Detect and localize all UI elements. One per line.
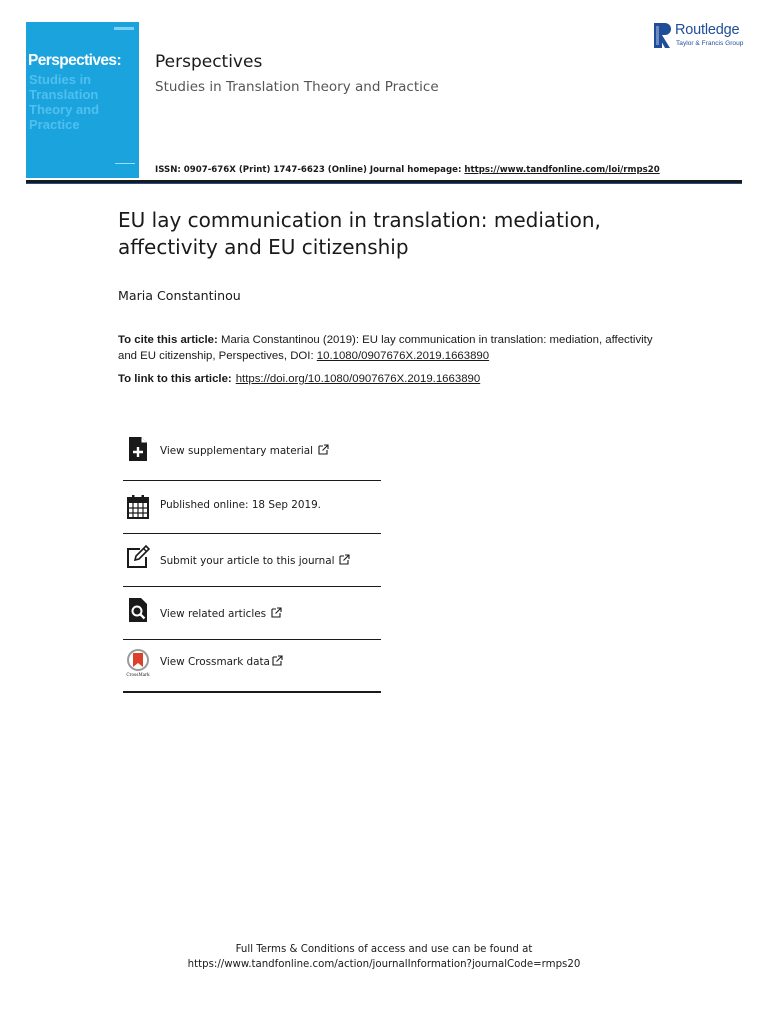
cover-subtitle: Studies in Translation Theory and Practice — [29, 72, 100, 132]
calendar-icon — [126, 494, 150, 520]
external-link-icon — [318, 444, 329, 455]
header-divider-accent — [26, 183, 742, 184]
footer-terms-link[interactable]: https://www.tandfonline.com/action/journalInformation?journalCode=rmps20 — [187, 959, 581, 970]
citation-text: Maria Constantinou (2019): EU lay communication in translation: mediation, affectivity and EU citizenship, Perspectives, DOI: — [118, 334, 653, 362]
resource-related-label — [160, 607, 282, 620]
cover-strip — [114, 27, 134, 30]
routledge-icon — [653, 22, 671, 49]
external-link-icon — [271, 607, 282, 618]
resource-supplementary[interactable] — [123, 428, 381, 481]
article-link-block — [118, 373, 480, 385]
cover-publisher-logo — [115, 163, 135, 172]
publisher-group: Taylor & Francis Group — [676, 40, 744, 47]
issn-text: ISSN: 0907-676X (Print) 1747-6623 (Online) Journal homepage: — [155, 165, 465, 175]
citation-label: To cite this article: — [118, 334, 218, 346]
footer-terms-text: Full Terms & Conditions of access and use can be found at — [235, 944, 533, 955]
article-author: Maria Constantinou — [118, 288, 241, 303]
crossmark-caption: CrossMark — [126, 672, 150, 677]
article-link-url[interactable]: https://doi.org/10.1080/0907676X.2019.1663890 — [235, 373, 481, 385]
resource-related-articles[interactable] — [123, 587, 381, 640]
journal-cover — [26, 22, 139, 178]
publisher-name: Routledge — [675, 22, 740, 38]
journal-subtitle: Studies in Translation Theory and Practice — [155, 79, 439, 95]
resource-published — [123, 481, 381, 534]
resource-crossmark-label — [160, 655, 283, 668]
edit-icon — [126, 545, 150, 571]
cover-title: Perspectives: — [28, 52, 122, 69]
issn-line — [155, 165, 660, 175]
external-link-icon — [339, 554, 350, 565]
journal-homepage-link[interactable]: https://www.tandfonline.com/loi/rmps20 — [464, 165, 660, 175]
citation-block — [118, 333, 658, 364]
resource-list — [123, 428, 381, 693]
resource-supplementary-label — [160, 444, 329, 457]
crossmark-icon — [126, 649, 150, 677]
journal-name: Perspectives — [155, 52, 263, 72]
external-link-icon — [272, 655, 283, 666]
search-document-icon — [126, 597, 150, 623]
publisher-logo — [653, 22, 748, 50]
citation-doi-link[interactable]: 10.1080/0907676X.2019.1663890 — [316, 349, 490, 362]
article-link-label: To link to this article: — [118, 373, 232, 385]
resource-submit-article[interactable] — [123, 534, 381, 587]
resource-crossmark[interactable] — [123, 640, 381, 693]
resource-label-text: View Crossmark data — [160, 656, 270, 668]
resource-published-label: Published online: 18 Sep 2019. — [160, 499, 321, 511]
resource-label-text: Submit your article to this journal — [160, 555, 335, 567]
file-plus-icon — [126, 436, 150, 462]
resource-label-text: View related articles — [160, 608, 267, 620]
terms-footer — [0, 942, 768, 972]
resource-submit-label — [160, 554, 350, 567]
article-title: EU lay communication in translation: mediation, affectivity and EU citizenship — [118, 208, 601, 259]
resource-label-text: View supplementary material — [160, 445, 314, 457]
